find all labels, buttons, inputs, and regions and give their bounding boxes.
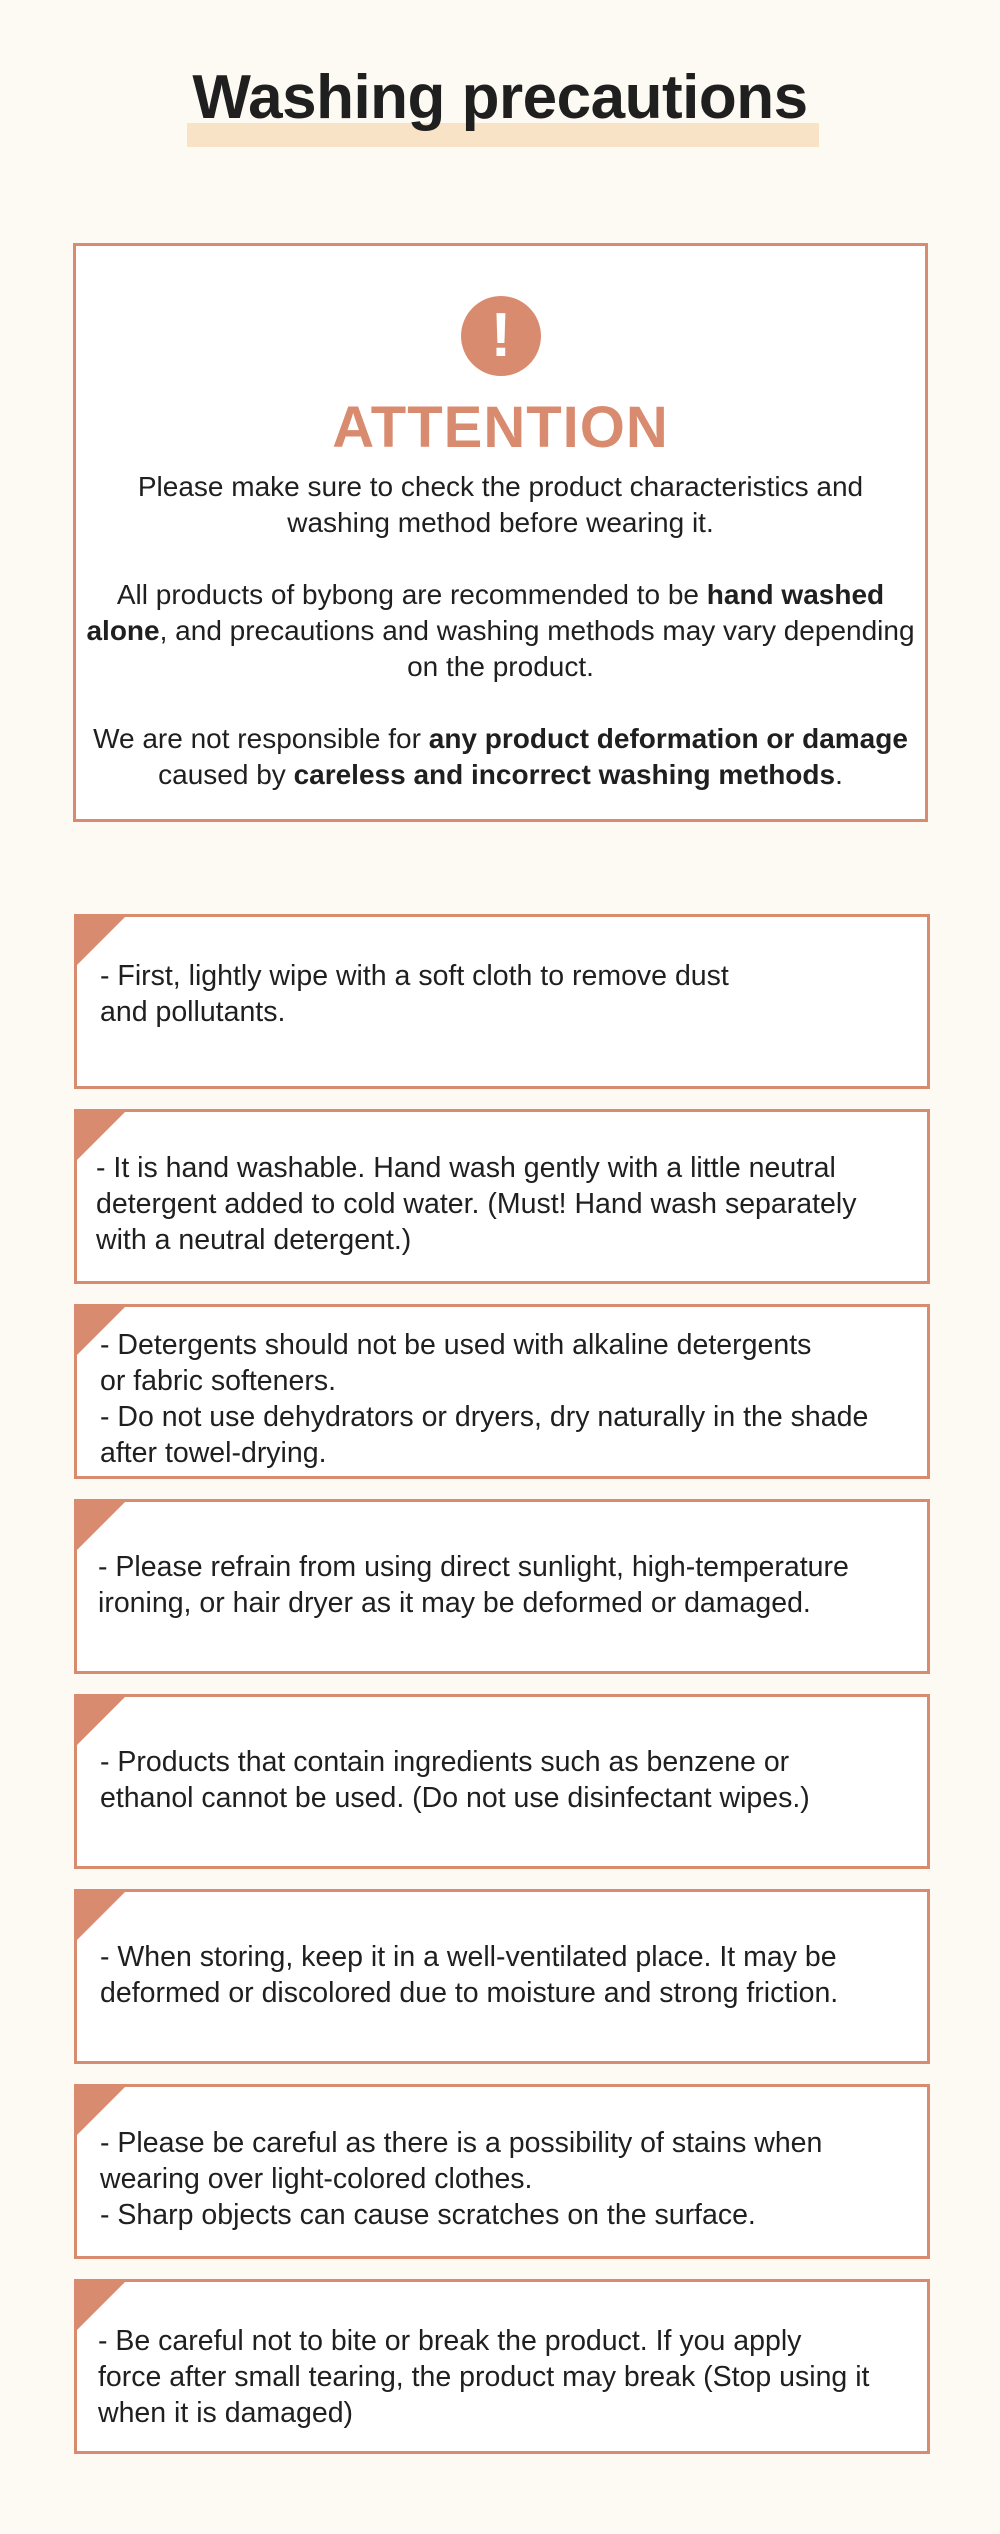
note-line: wearing over light-colored clothes. bbox=[100, 2163, 533, 2195]
note-box-2 bbox=[74, 1109, 930, 1284]
page-title: Washing precautions bbox=[192, 63, 808, 132]
note-line: ironing, or hair dryer as it may be deformed or damaged. bbox=[98, 1587, 811, 1619]
note-text bbox=[98, 1549, 907, 1621]
note-text bbox=[96, 1150, 907, 1258]
note-line: detergent added to cold water. (Must! Hand wash separately bbox=[96, 1188, 857, 1220]
note-box-6 bbox=[74, 1889, 930, 2064]
note-line: force after small tearing, the product may break (Stop using it bbox=[98, 2361, 870, 2393]
attention-body bbox=[86, 469, 915, 829]
note-line: - Please refrain from using direct sunlight, high-temperature bbox=[98, 1551, 849, 1583]
note-line: after towel-drying. bbox=[100, 1437, 327, 1469]
attention-p2-text-c: , and precautions and washing methods may vary depending on the product. bbox=[159, 615, 915, 682]
title-wrap bbox=[0, 62, 1000, 133]
attention-p1-text: Please make sure to check the product characteristics and washing method before wearing it. bbox=[137, 471, 864, 538]
note-box-5 bbox=[74, 1694, 930, 1869]
attention-p2-text-a: All products of bybong are recommended to be bbox=[116, 579, 707, 610]
note-box-7 bbox=[74, 2084, 930, 2259]
note-line: - Do not use dehydrators or dryers, dry naturally in the shade bbox=[100, 1401, 869, 1433]
corner-accent bbox=[77, 1892, 125, 1940]
note-line: - First, lightly wipe with a soft cloth to remove dust bbox=[100, 960, 729, 992]
note-line: - When storing, keep it in a well-ventilated place. It may be bbox=[100, 1941, 837, 1973]
note-text bbox=[100, 1939, 907, 2011]
note-text bbox=[100, 1327, 907, 1471]
attention-p3-bold-1: any product deformation or damage bbox=[428, 723, 908, 754]
attention-paragraph-3 bbox=[86, 721, 915, 793]
corner-accent bbox=[77, 1697, 125, 1745]
note-line: - Detergents should not be used with alkaline detergents bbox=[100, 1329, 812, 1361]
note-line: when it is damaged) bbox=[98, 2397, 354, 2429]
note-line: - It is hand washable. Hand wash gently with a little neutral bbox=[96, 1152, 836, 1184]
note-text bbox=[100, 2125, 907, 2233]
note-box-8 bbox=[74, 2279, 930, 2454]
note-box-3 bbox=[74, 1304, 930, 1479]
note-box-4 bbox=[74, 1499, 930, 1674]
note-box-1 bbox=[74, 914, 930, 1089]
exclamation-icon: ! bbox=[461, 296, 541, 376]
note-line: ethanol cannot be used. (Do not use disinfectant wipes.) bbox=[100, 1782, 810, 1814]
corner-accent bbox=[77, 1502, 125, 1550]
note-line: or fabric softeners. bbox=[100, 1365, 337, 1397]
attention-heading: ATTENTION bbox=[332, 395, 669, 460]
attention-p2-bold: hand washed alone bbox=[86, 579, 885, 646]
note-text bbox=[98, 2323, 907, 2431]
attention-p3-text-c: caused by bbox=[158, 759, 294, 790]
attention-paragraph-1 bbox=[86, 469, 915, 541]
note-line: with a neutral detergent.) bbox=[96, 1224, 412, 1256]
attention-box bbox=[73, 243, 928, 822]
attention-p3-text-a: We are not responsible for bbox=[93, 723, 429, 754]
note-line: - Products that contain ingredients such as benzene or bbox=[100, 1746, 790, 1778]
note-line: - Please be careful as there is a possibility of stains when bbox=[100, 2127, 823, 2159]
attention-p3-text-e: . bbox=[835, 759, 843, 790]
attention-paragraph-2 bbox=[86, 577, 915, 685]
note-line: - Be careful not to bite or break the product. If you apply bbox=[98, 2325, 802, 2357]
note-line: - Sharp objects can cause scratches on the surface. bbox=[100, 2199, 756, 2231]
note-text bbox=[100, 958, 907, 1030]
note-text bbox=[100, 1744, 907, 1816]
note-line: and pollutants. bbox=[100, 996, 286, 1028]
attention-p3-bold-2: careless and incorrect washing methods bbox=[293, 759, 836, 790]
note-line: deformed or discolored due to moisture and strong friction. bbox=[100, 1977, 839, 2009]
